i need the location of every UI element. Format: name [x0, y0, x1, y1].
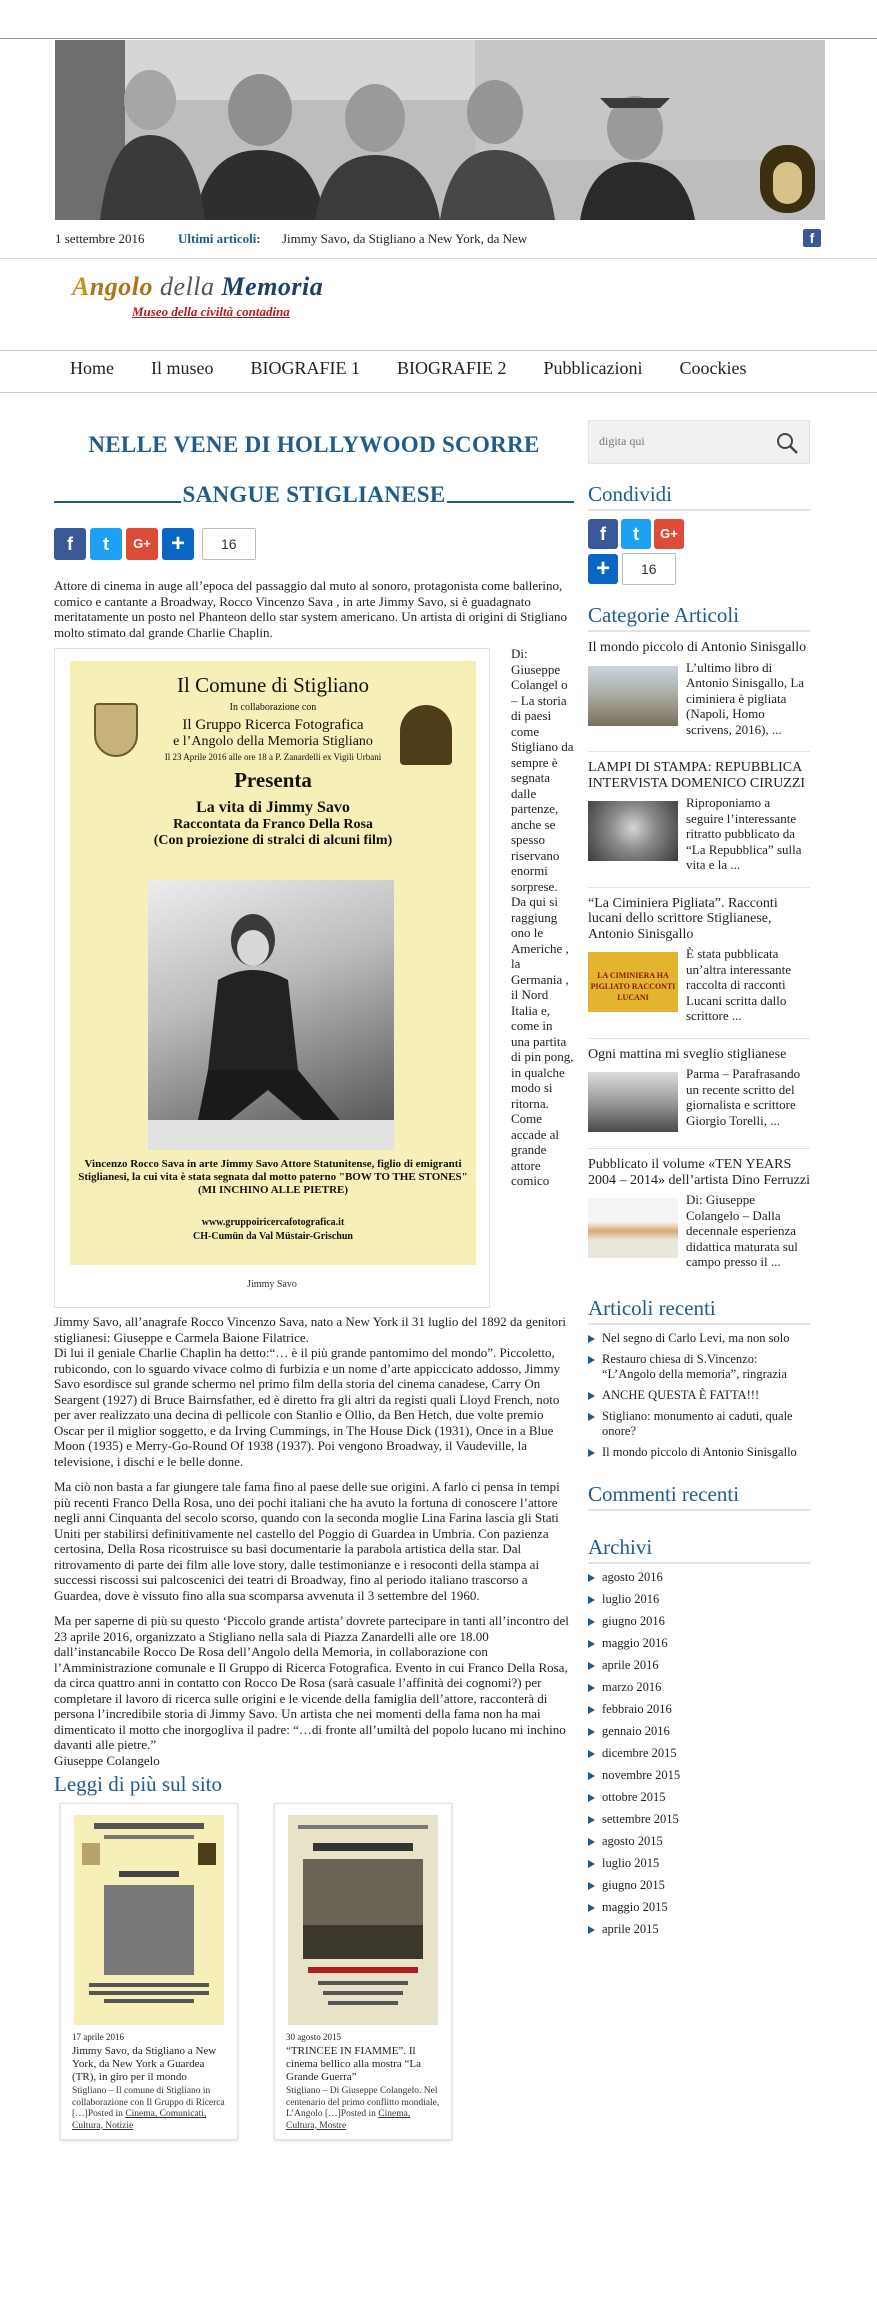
sidebar-article [588, 1047, 810, 1150]
top-info-bar [55, 227, 825, 255]
article-intro: Attore di cinema in auge all’epoca del passaggio dal muto al sonoro, protagonista come ballerino, comico e cantante a Broadway, Rocco Vincenzo Sava , in arte Jimmy Savo, si è guadagnato meritatamente un posto nel Phanteon dello star system americano. Un artista di origini di Stigliano molto stimato dal grande Charlie Chaplin. [54, 578, 568, 640]
recent-post-link[interactable]: Restauro chiesa di S.Vincenzo: “L’Angolo della memoria”, ringrazia [588, 1352, 810, 1382]
archive-link[interactable]: luglio 2016 [588, 1588, 810, 1610]
flyer-proiezione: (Con proiezione di stralci di alcuni film) [153, 833, 393, 848]
nav-home[interactable]: Home [70, 358, 114, 378]
flyer-presenta: Presenta [234, 768, 312, 792]
share-count: 16 [202, 528, 256, 560]
latest-articles-label: Ultimi articoli: [178, 231, 261, 246]
sidebar-share-count: 16 [622, 553, 676, 585]
grande-guerra-thumbnail [288, 1815, 438, 2025]
recent-posts-heading: Articoli recenti [588, 1296, 810, 1325]
sidebar [588, 420, 810, 1940]
related-post-card[interactable] [274, 1803, 452, 2140]
event-flyer-image[interactable] [70, 661, 476, 1265]
image-caption: Jimmy Savo [247, 1279, 297, 1290]
sidebar-article [588, 760, 810, 888]
sidebar-article-excerpt: Di: Giuseppe Colangelo – Dalla decennale esperienza didattica maturata sul campo presso il ... [686, 1192, 798, 1269]
related-post-excerpt: Stigliano – Di Giuseppe Colangelo. Nel centenario del primo conflitto mondiale, L’Angolo […]Posted in Cinema, Cultura, Mostre [286, 2086, 440, 2131]
post-title-line1: NELLE VENE DI HOLLYWOOD SCORRE [88, 432, 540, 457]
article-narrow-column: Di: Giuseppe Colangel o – La storia di paesi come Stigliano da sempre è segnata dalle partenze, anche se spesso riservano enormi sorprese. Da qui si raggiung ono le Americhe , la Germania , il Nord Italia e, come in una partita di pin pong, in qualche modo si ritorna. Come accade al grande attore comico [511, 646, 574, 1188]
flyer-vita: La vita di Jimmy Savo [196, 799, 350, 816]
sidebar-article-title[interactable]: LAMPI DI STAMPA: REPUBBLICA INTERVISTA DOMENICO CIRUZZI [588, 760, 806, 791]
archive-link[interactable]: agosto 2016 [588, 1566, 810, 1588]
share-bar [54, 526, 574, 562]
top-rule [0, 38, 877, 39]
recent-post-link[interactable]: ANCHE QUESTA È FATTA!!! [588, 1388, 810, 1403]
archive-link[interactable]: dicembre 2015 [588, 1742, 810, 1764]
jimmy-savo-photo [148, 880, 394, 1150]
flyer-raccontata: Raccontata da Franco Della Rosa [173, 817, 373, 832]
latest-article-ticker-link[interactable]: Jimmy Savo, da Stigliano a New York, da New [282, 231, 528, 246]
flyer-heading: Il Comune di Stigliano [177, 673, 369, 697]
twitter-share-icon[interactable]: t [90, 528, 122, 560]
recent-post-link[interactable]: Stigliano: monumento ai caduti, quale onore? [588, 1409, 810, 1439]
archive-link[interactable]: febbraio 2016 [588, 1698, 810, 1720]
archive-link[interactable]: giugno 2016 [588, 1610, 810, 1632]
google-plus-share-icon[interactable]: G+ [126, 528, 158, 560]
related-post-excerpt: Stigliano – Il comune di Stigliano in collaborazione con Il Gruppo di Ricerca […]Posted in Cinema, Comunicati, Cultura, Notizie [72, 2086, 225, 2131]
related-post-thumbnail[interactable] [74, 1815, 224, 2025]
add-share-icon[interactable]: + [588, 554, 618, 584]
flyer-collab: In collaborazione con [229, 702, 317, 713]
flyer-location: CH-Cumün da Val Müstair-Grischun [193, 1231, 353, 1242]
title-rule-left [54, 501, 181, 503]
archive-link[interactable]: maggio 2015 [588, 1896, 810, 1918]
categories-heading: Categorie Articoli [588, 603, 810, 632]
related-post-date: 30 agosto 2015 [286, 2032, 341, 2042]
article-paragraph: Jimmy Savo, all’anagrafe Rocco Vincenzo Sava, nato a New York il 31 luglio del 1892 da genitori stiglianesi: Giuseppe e Carmela Baione Filatrice. Di lui il geniale Charlie Chaplin ha detto:“… è il più grande pantomimo del mondo”. Piccoletto, rubicondo, con lo sguardo vivace colmo di furbizia e un nome d’arte appiccicato addosso, Jimmy Savo esordisce sul grande schermo nel primo film della storia del cinema canadese, Carry On Seargent (1927) di Bruce Bairnsfather, ed è diretto fra gli altri da registi quali Lloyd French, noto per aver realizzato una decina di pellicole con Stanlio e Ollio, da Ben Hetch, due volte premio Oscar per il miglior soggetto, e da Irving Cummings, in The House Dick (1931), Once in a Blue Moon (1935) e Merry-Go-Round Of 1938 (1937). Poi vengono Broadway, il Vaudeville, la televisione, i dischi e le belle donne. [54, 1314, 567, 1469]
flyer-date: Il 23 Aprile 2016 alle ore 18 a P. Zanardelli ex Vigili Urbani [164, 752, 382, 762]
article-paragraph: Ma ciò non basta a far giungere tale fama fino al paese delle sue origini. A farlo ci pensa in tempi più recenti Franco Della Rosa, uno dei pochi italiani che ha avuto la fortuna di conoscere l’attore negli anni Cinquanta del secolo scorso, quando con la seconda moglie Lina Farina lascia gli Stati Uniti per stabilirsi definitivamente nel castello del Poggio di Guardea in Umbria. Con pazienza certosina, Della Rosa ricostruisce su basi documentarie la parabola artistica della star. Dal ritrovamento di parte dei film alle love story, dalle testimonianze e i resoconti della stampa ai successi riscossi sui palcoscenici dei teatri di Broadway, fino al periodo italiano trascorso a Guardea, dove è vissuto fino alla sua scomparsa avvenuta il 3 settembre del 1960. [54, 1479, 560, 1603]
sidebar-share-count-row [588, 553, 810, 585]
article-signature: Giuseppe Colangelo [54, 1752, 160, 1768]
nav-biografie-1[interactable]: BIOGRAFIE 1 [250, 358, 361, 378]
sidebar-article [588, 896, 810, 1039]
sidebar-article-thumbnail[interactable] [588, 666, 678, 726]
nav-coockies[interactable]: Coockies [679, 358, 747, 378]
related-post-categories[interactable]: Cinema, Comunicati, Cultura, Notizie [72, 2109, 207, 2131]
sidebar-article-excerpt: È stata pubblicata un’altra interessante raccolta di racconti Lucani scritta dallo scrittore ... [686, 946, 792, 1023]
related-posts [54, 1803, 574, 2140]
header-banner-photo [55, 40, 825, 220]
related-post-card[interactable] [60, 1803, 238, 2140]
archive-link[interactable]: settembre 2015 [588, 1808, 810, 1830]
archives-list [588, 1566, 810, 1940]
post-title [54, 420, 574, 520]
sidebar-article-thumbnail[interactable] [588, 1198, 678, 1258]
related-post-title[interactable]: “TRINCEE IN FIAMME”. Il cinema bellico alla mostra “La Grande Guerra” [286, 2045, 421, 2083]
divider [0, 392, 877, 393]
site-logo[interactable] [72, 272, 342, 342]
sidebar-article-title[interactable]: Ogni mattina mi sveglio stiglianese [588, 1046, 787, 1062]
divider [0, 350, 877, 351]
archive-link[interactable]: maggio 2016 [588, 1632, 810, 1654]
archive-link[interactable]: novembre 2015 [588, 1764, 810, 1786]
comune-coat-of-arms [94, 703, 138, 757]
twitter-share-icon[interactable]: t [621, 519, 651, 549]
main-navigation [70, 358, 784, 384]
archive-link[interactable]: giugno 2015 [588, 1874, 810, 1896]
recent-comments-heading: Commenti recenti [588, 1482, 810, 1511]
current-date: 1 settembre 2016 [55, 231, 145, 246]
facebook-share-icon[interactable]: f [54, 528, 86, 560]
archive-link[interactable]: aprile 2016 [588, 1654, 810, 1676]
sidebar-article [588, 1157, 810, 1284]
article [54, 420, 574, 2140]
flyer-section [54, 648, 574, 1314]
post-title-line2: SANGUE STIGLIANESE [54, 470, 574, 520]
angolo-della-memoria-emblem [400, 705, 452, 765]
article-paragraph: Ma per saperne di più su questo ‘Piccolo grande artista’ dovrete partecipare in tanti all’incontro del 23 aprile 2016, organizzato a Stigliano nella sala di Piazza Zanardelli alle ore 18.00 dall’instancabile Rocco De Rosa dell’Angolo della Memoria, in collaborazione con l’Amministrazione comunale e Il Gruppo di Ricerca Fotografica. Evento in cui Franco Della Rosa, da circa quattro anni in contatto con Rocco De Rosa (sarà casuale l’affinità dei cognomi?) per completare il lavoro di ricerca sulle origini e le vicende della famiglia dell’attore, racconterà di persona l’incredibile storia di Jimmy Savo. Un artista che nei momenti della fama non ha mai dimenticato il motto che inorgogliva il padre: “…di fronte all’umiltà del popolo lucano mi inchino davanti alle pietre.” [54, 1613, 569, 1752]
sidebar-share-buttons [588, 519, 810, 549]
logo-subtitle: Museo della civiltà contadina [132, 304, 290, 319]
flyer-website: www.gruppoiricercafotografica.it [201, 1217, 345, 1228]
sidebar-article [588, 640, 810, 752]
seated-man-figure [148, 880, 394, 1150]
related-posts-heading: Leggi di più sul sito [54, 1772, 222, 1796]
sidebar-article-thumbnail[interactable] [588, 801, 678, 861]
divider [0, 258, 877, 259]
facebook-share-icon[interactable]: f [588, 519, 618, 549]
flyer-group2: e l’Angolo della Memoria Stigliano [173, 734, 373, 749]
archive-link[interactable]: marzo 2016 [588, 1676, 810, 1698]
archives-heading: Archivi [588, 1535, 810, 1564]
sidebar-article-title[interactable]: Pubblicato il volume «TEN YEARS 2004 – 2014» dell’artista Dino Ferruzzi [588, 1157, 811, 1188]
sidebar-article-title[interactable]: Il mondo piccolo di Antonio Sinisgallo [588, 640, 807, 655]
search-input[interactable] [599, 434, 769, 449]
related-post-categories[interactable]: Cinema, Cultura, Mostre [286, 2109, 411, 2131]
sidebar-article-title[interactable]: “La Ciminiera Pigliata”. Racconti lucani dello scrittore Stiglianese, Antonio Sinisgallo [588, 895, 778, 942]
recent-posts-list [588, 1331, 810, 1460]
archive-link[interactable]: ottobre 2015 [588, 1786, 810, 1808]
sidebar-article-thumbnail[interactable]: LA CIMINIERA HA PIGLIATO RACCONTI LUCANI [588, 952, 678, 1012]
recent-post-link[interactable]: Nel segno di Carlo Levi, ma non solo [588, 1331, 810, 1346]
sidebar-article-excerpt: Parma – Parafrasando un recente scritto del giornalista e scrittore Giorgio Torelli, ... [686, 1066, 801, 1128]
event-flyer-figure [54, 648, 490, 1308]
sidebar-article-excerpt: L’ultimo libro di Antonio Sinisgallo, La ciminiera è pigliata (Napoli, Homo scrivens, 2016), ... [686, 659, 805, 737]
recent-post-link[interactable]: Il mondo piccolo di Antonio Sinisgallo [588, 1445, 810, 1460]
nav-biografie-2[interactable]: BIOGRAFIE 2 [397, 358, 507, 378]
nav-il-museo[interactable]: Il museo [151, 358, 214, 378]
facebook-icon[interactable]: f [803, 229, 821, 247]
search-icon[interactable] [775, 431, 799, 455]
flyer-description: Vincenzo Rocco Sava in arte Jimmy Savo Attore Statunitense, figlio di emigranti Stiglianesi, la cui vita è stata segnata dal motto paterno "BOW TO THE STONES" (MI INCHINO ALLE PIETRE) [78, 1158, 468, 1196]
sidebar-article-excerpt: Riproponiamo a seguire l’interessante ritratto pubblicato da “La Repubblica” sulla vita e la ... [686, 795, 802, 872]
archive-link[interactable]: luglio 2015 [588, 1852, 810, 1874]
add-share-icon[interactable]: + [162, 528, 194, 560]
search-box [588, 420, 810, 464]
archive-link[interactable]: gennaio 2016 [588, 1720, 810, 1742]
share-widget-heading: Condividi [588, 482, 810, 511]
sidebar-article-thumbnail[interactable] [588, 1072, 678, 1132]
flyer-thumbnail [74, 1815, 224, 2025]
flyer-group1: Il Gruppo Ricerca Fotografica [182, 717, 364, 733]
elderly-men-photo [55, 40, 825, 220]
title-rule-right [447, 501, 574, 503]
archive-link[interactable]: agosto 2015 [588, 1830, 810, 1852]
related-post-date: 17 aprile 2016 [72, 2032, 124, 2042]
nav-pubblicazioni[interactable]: Pubblicazioni [543, 358, 643, 378]
archive-link[interactable]: aprile 2015 [588, 1918, 810, 1940]
related-post-title[interactable]: Jimmy Savo, da Stigliano a New York, da New York a Guardea (TR), in giro per il mondo [72, 2045, 217, 2083]
related-post-thumbnail[interactable] [288, 1815, 438, 2025]
logo-title: Angolo della Memoria [72, 272, 324, 301]
google-plus-share-icon[interactable]: G+ [654, 519, 684, 549]
